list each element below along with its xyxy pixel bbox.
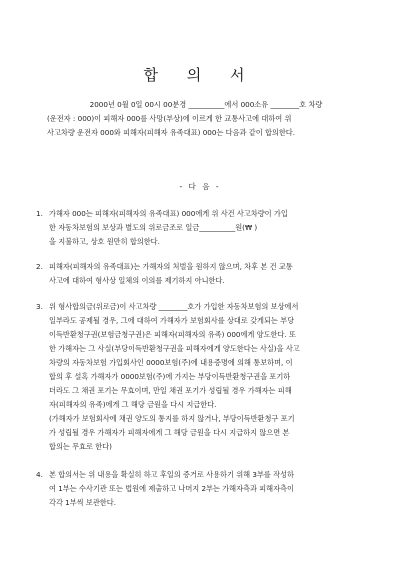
clause-1-line: 을 지불하고, 상호 원만히 합의한다. (49, 237, 160, 246)
intro-line-1: 2000년 0월 0일 00시 00분경 __________에서 000소유 ________호 차량 (89, 100, 323, 109)
intro-line-3: 사고차량 운전자 000와 피해자(피해자 유족대표) 000는 다음과 같이 합의한다. (47, 128, 296, 137)
clause-3-line: 더라도 그 채권 포기는 무효이며, 만일 채권 포기가 성립될 경우 가해자는 피해 (49, 386, 292, 395)
clause-4-line: 각각 1부씩 보관한다. (49, 498, 116, 507)
clause-3-line: 한 가해자는 그 사실(부당이득반환청구권을 피해자에게 양도한다는 사실)을 사고 (49, 344, 300, 353)
clause-1-line: 한 자동차보험의 보상과 별도의 위로금조로 일금__________원(₩ ) (49, 223, 258, 232)
clause-4-line: 본 합의서는 위 내용을 확실히 하고 후일의 증거로 사용하기 위해 3부를 작성하 (49, 470, 294, 479)
clause-1-number: 1. (36, 209, 43, 218)
clause-3-line: 위 형사합의금(위로금)이 사고차량 ________호가 가입한 자동차보험의 보상에서 (49, 302, 299, 311)
clause-2-line: 피해자(피해자의 유족대표)는 가해자의 처벌을 원하지 않으며, 차후 본 건 교통 (49, 262, 293, 271)
clause-3-line: (가해자가 보험회사에 채권 양도의 통지를 하지 않거나, 부당이득반환청구 포기 (49, 414, 295, 423)
intro-line-2: (운전자 : 000)이 피해자 000를 사망(부상)에 이르게 한 교통사고에 대하여 위 (47, 114, 292, 123)
clause-3-line: 차량의 자동차보험 가입회사인 0000보험(주)에 내용증명에 의해 통보하며, 이 (49, 358, 293, 367)
clause-3-line: 합의는 무효로 한다) (49, 442, 112, 451)
clause-3-number: 3. (36, 302, 43, 311)
clause-4-number: 4. (36, 470, 43, 479)
clause-3-line: 이득반환청구권(보험금청구권)은 피해자(피해자의 유족) 000에게 양도한다. 또 (49, 330, 296, 339)
clause-3-line: 가 성립될 경우 가해자가 피해자에게 그 해당 금원을 다시 지급하지 않으면 본 (49, 428, 290, 437)
clause-3-line: 합의 후 설혹 가해자가 0000보험(주)에 가지는 부당이득반환청구권을 포기하 (49, 372, 291, 381)
section-label: - 다 음 - (179, 182, 221, 191)
document-title: 합 의 서 (143, 66, 257, 84)
clause-3-line: 일부라도 공제될 경우, 그에 대하여 가해자가 보험회사를 상대로 갖게되는 부당 (49, 316, 295, 325)
clause-1-line: 가해자 000는 피해자(피해자의 유족대표) 000에게 위 사건 사고차량이 가입 (49, 209, 288, 218)
clause-4-line: 여 1부는 수사기관 또는 법원에 제출하고 나머지 2부는 가해자측과 피해자측이 (49, 484, 294, 493)
clause-2-line: 사고에 대하여 형사상 일체의 이의를 제기하지 아니한다. (49, 276, 225, 285)
clause-3-line: 자(피해자의 유족)에게 그 해당 금원을 다시 지급한다. (49, 400, 217, 409)
clause-2-number: 2. (36, 262, 43, 271)
